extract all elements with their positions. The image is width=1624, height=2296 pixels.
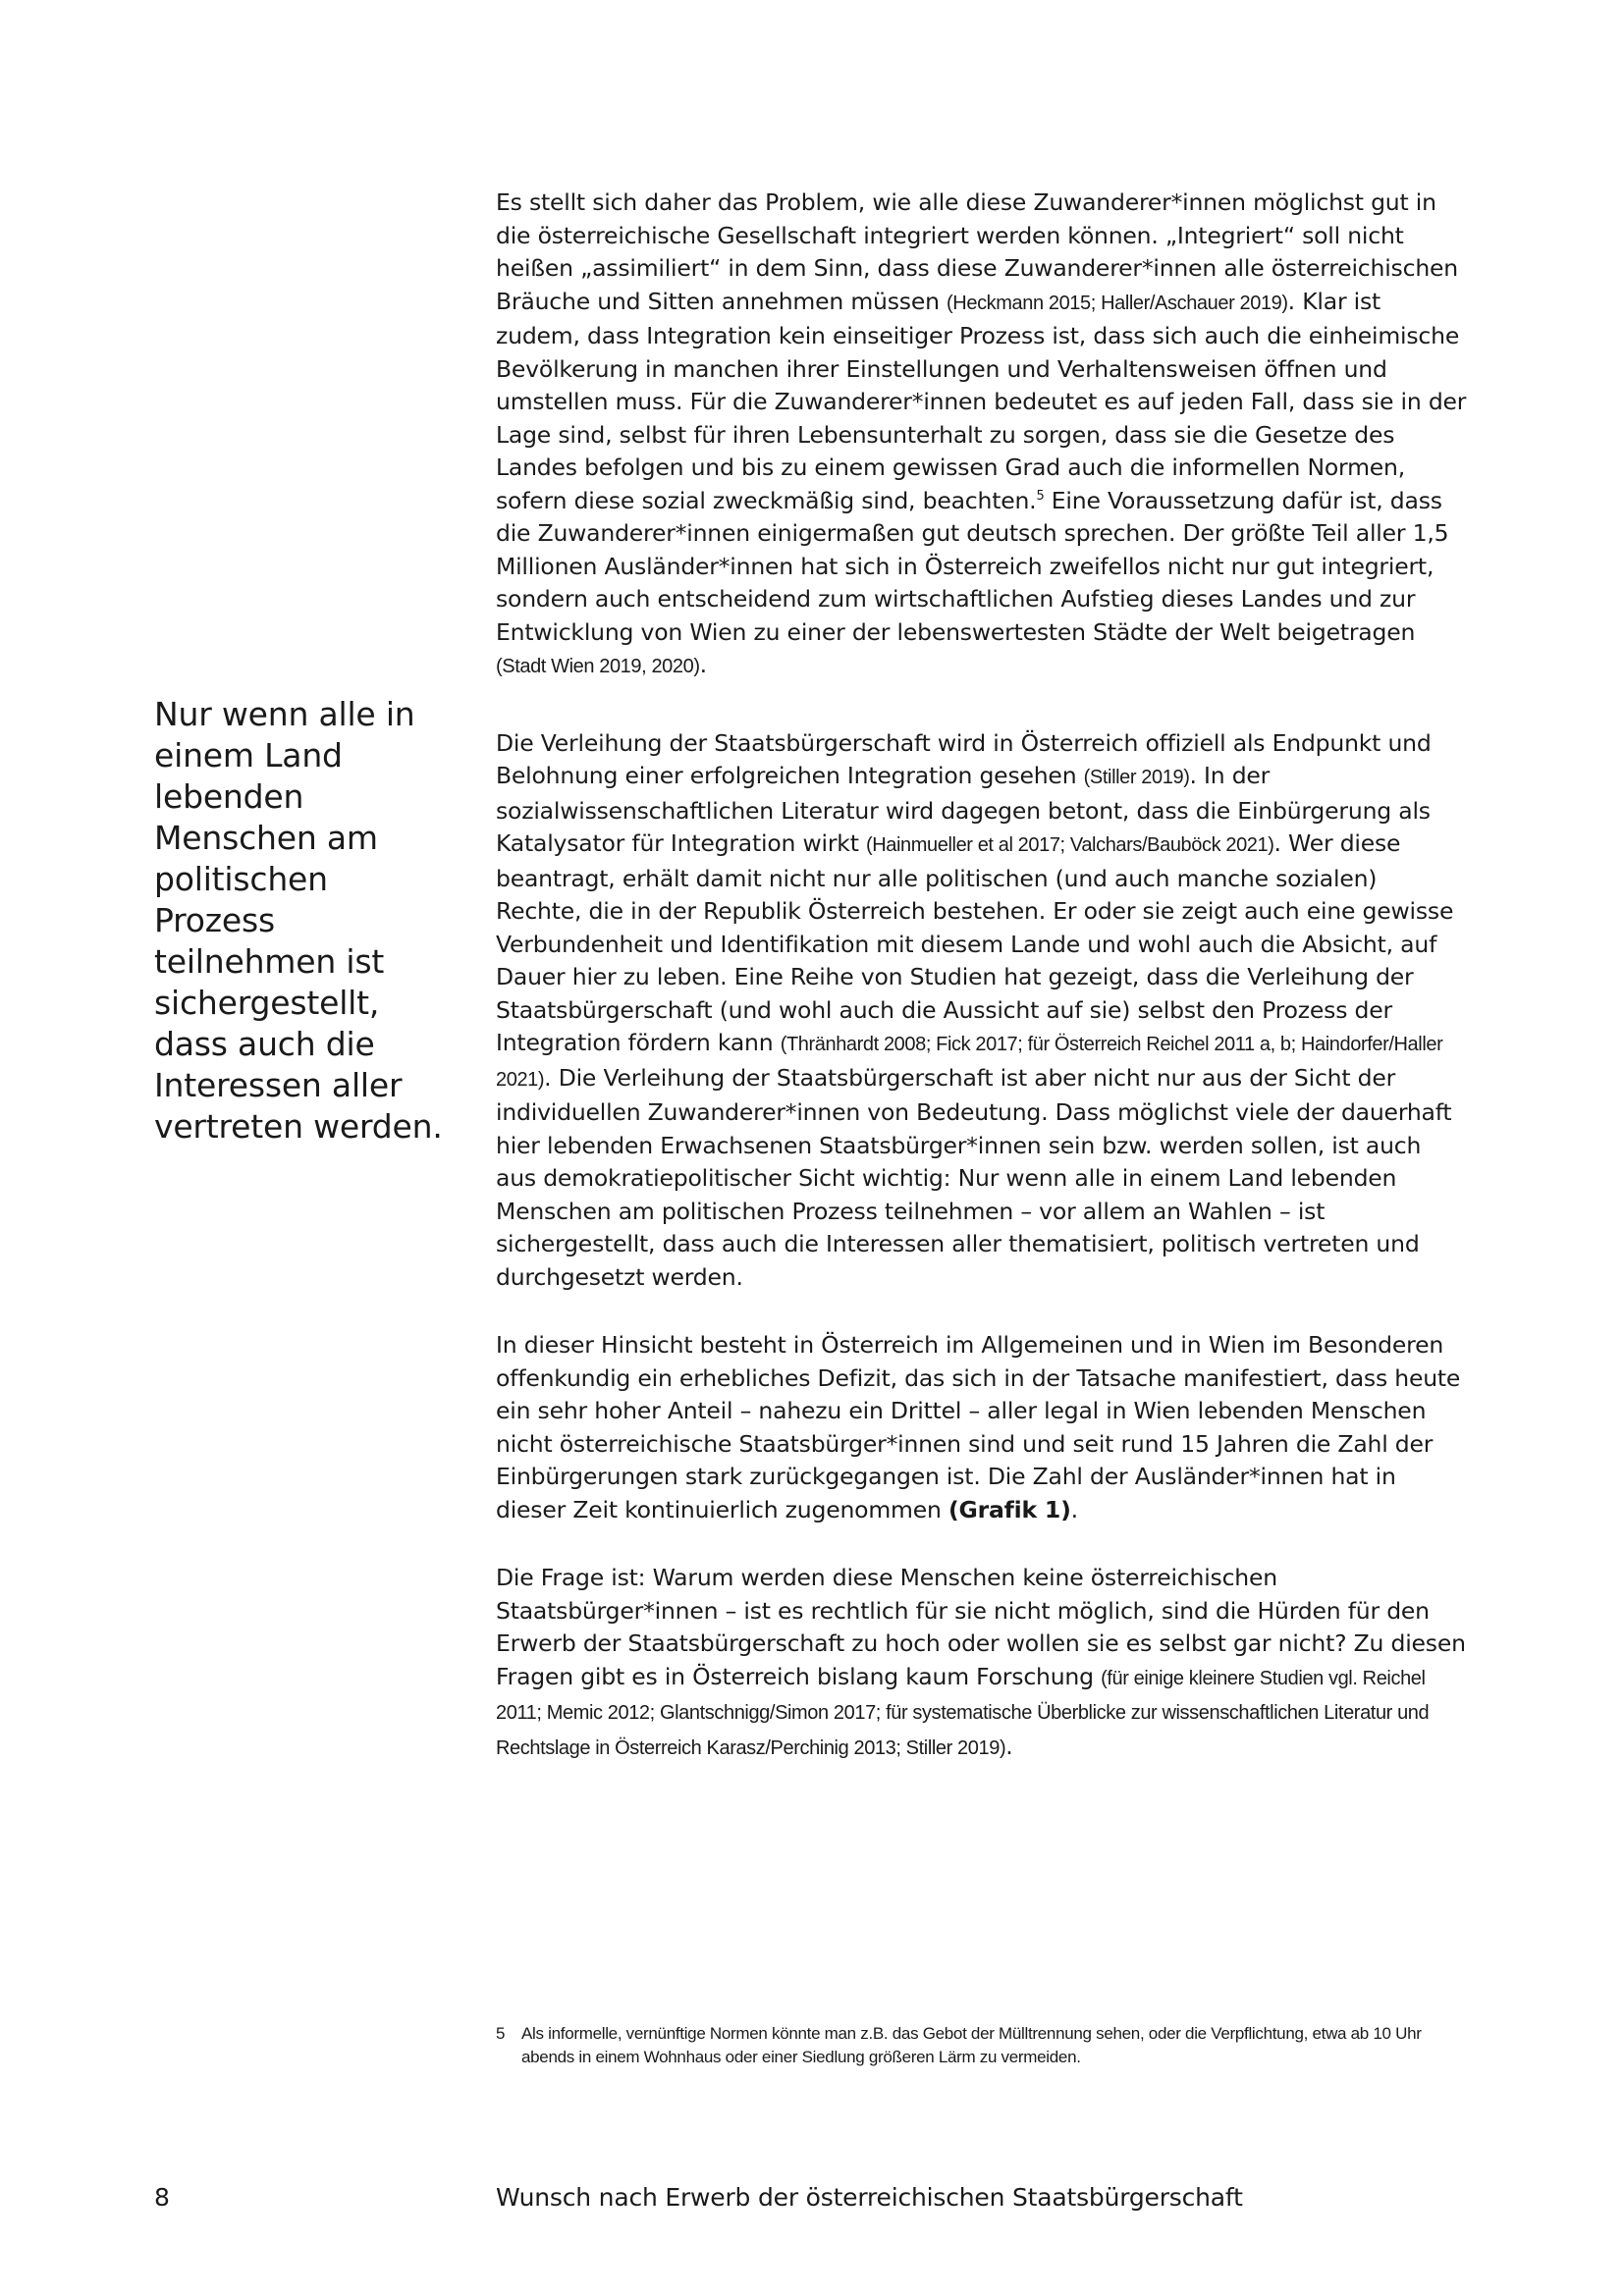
figure-reference[interactable]: (Grafik 1) xyxy=(947,1495,1071,1523)
text-run: . Die Verleihung der Staatsbürgerschaft ist aber nicht nur aus der Sicht der individuellen Zuwanderer*innen von Bedeutung. Dass möglichst viele der dauerhaft hier lebenden Erwachsenen Staatsbürger*innen sein bzw. werden sollen, ist auch aus demokratiepolitischer Sicht wichtig: Nur wenn alle in einem Land lebenden Menschen am politischen Prozess teilnehmen – vor allem an Wahlen – ist sichergestellt, dass auch die Interessen aller thematisiert, politisch vertreten und durchgesetzt werden. xyxy=(496,1063,1452,1291)
citation: (Stiller 2019) xyxy=(1083,767,1190,788)
text-run: Es stellt sich daher das Problem, wie alle diese Zuwanderer*innen möglichst gut in die österreichische Gesellschaft integriert werden können. „Integriert“ soll nicht heißen „assimiliert“ in dem Sinn, dass diese Zuwanderer*innen alle österreichischen Bräuche und Sitten annehmen müssen xyxy=(496,188,1458,315)
text-run: Die Verleihung der Staatsbürgerschaft wird in Österreich offiziell als Endpunkt und Belohnung einer erfolgreichen Integration gesehen xyxy=(496,728,1432,789)
running-title: Wunsch nach Erwerb der österreichischen Staatsbürgerschaft xyxy=(496,2183,1243,2212)
paragraph-deficit xyxy=(496,1329,1468,1526)
text-run: Die Frage ist: Warum werden diese Menschen keine österreichischen Staatsbürger*innen – ist es rechtlich für sie nicht möglich, sind die Hürden für den Erwerb der Staatsbürgerschaft zu hoch oder wollen sie es selbst gar nicht? Zu diesen Fragen gibt es in Österreich bislang kaum Forschung xyxy=(496,1564,1466,1690)
paragraph-integration xyxy=(496,187,1468,684)
paragraph-citizenship xyxy=(496,727,1468,1295)
text-run: Eine Voraussetzung dafür ist, dass die Zuwanderer*innen einigermaßen gut deutsch sprechen. Der größte Teil aller 1,5 Millionen Ausländer*innen hat sich in Österreich zweifellos nicht nur gut integriert, sondern auch entscheidend zum wirtschaftlichen Aufstieg dieses Landes und zur Entwicklung von Wien zu einer der lebenswertesten Städte der Welt beigetragen xyxy=(496,486,1449,646)
pull-quote: Nur wenn alle in einem Land lebenden Menschen am politischen Prozess teilnehmen ist sichergestellt, dass auch die Interessen aller vertreten werden. xyxy=(154,695,443,1146)
body-text xyxy=(496,187,1468,1800)
footnote-number: 5 xyxy=(496,2024,506,2043)
citation: (für einige kleinere Studien vgl. Reichel 2011; Memic 2012; Glantschnigg/Simon 2017; für systematische Überblicke zur wissenschaftlichen Literatur und Rechtslage in Österreich Karasz/Perchinig 2013; Stiller 2019) xyxy=(496,1667,1430,1759)
citation: (Stadt Wien 2019, 2020) xyxy=(496,656,700,677)
text-run: . xyxy=(699,651,707,678)
footnote-text: Als informelle, vernünftige Normen könnte man z.B. das Gebot der Mülltrennung sehen, oder die Verpflichtung, etwa ab 10 Uhr abends in einem Wohnhaus oder einer Siedlung größeren Lärm zu vermeiden. xyxy=(521,2024,1422,2066)
citation: (Thränhardt 2008; Fick 2017; für Österreich Reichel 2011 a, b; Haindorfer/Haller 2021) xyxy=(496,1034,1443,1091)
text-run: . xyxy=(1005,1732,1013,1760)
text-run: . xyxy=(1070,1495,1078,1523)
footnote-reference[interactable]: 5 xyxy=(1036,488,1045,504)
paragraph-question xyxy=(496,1562,1468,1765)
citation: (Heckmann 2015; Haller/Aschauer 2019) xyxy=(947,292,1288,314)
page-number: 8 xyxy=(154,2183,170,2212)
citation: (Hainmueller et al 2017; Valchars/Bauböck 2021) xyxy=(865,834,1274,856)
text-run: . Wer diese beantragt, erhält damit nicht nur alle politischen (und auch manche sozialen) Rechte, die in der Republik Österreich bestehen. Er oder sie zeigt auch eine gewisse Verbundenheit und Identifikation mit diesem Lande und wohl auch die Absicht, auf Dauer hier zu leben. Eine Reihe von Studien hat gezeigt, dass die Verleihung der Staatsbürgerschaft (und wohl auch die Aussicht auf sie) selbst den Prozess der Integration fördern kann xyxy=(496,829,1454,1056)
text-run: . In der sozialwissenschaftlichen Literatur wird dagegen betont, dass die Einbürgerung als Katalysator für Integration wirkt xyxy=(496,762,1431,857)
text-run: In dieser Hinsicht besteht in Österreich im Allgemeinen und in Wien im Besonderen offenkundig ein erhebliches Defizit, das sich in der Tatsache manifestiert, dass heute ein sehr hoher Anteil – nahezu ein Drittel – aller legal in Wien lebenden Menschen nicht österreichische Staatsbürger*innen sind und seit rund 15 Jahren die Zahl der Einbürgerungen stark zurückgegangen ist. Die Zahl der Ausländer*innen hat in dieser Zeit kontinuierlich zugenommen xyxy=(496,1331,1461,1523)
footnote xyxy=(496,2022,1468,2069)
text-run: . Klar ist zudem, dass Integration kein einseitiger Prozess ist, dass sich auch die einheimische Bevölkerung in manchen ihrer Einstellungen und Verhaltensweisen öffnen und umstellen muss. Für die Zuwanderer*innen bedeutet es auf jeden Fall, dass sie in der Lage sind, selbst für ihren Lebensunterhalt zu sorgen, dass sie die Gesetze des Landes befolgen und bis zu einem gewissen Grad auch die informellen Normen, sofern diese sozial zweckmäßig sind, beachten. xyxy=(496,287,1467,514)
